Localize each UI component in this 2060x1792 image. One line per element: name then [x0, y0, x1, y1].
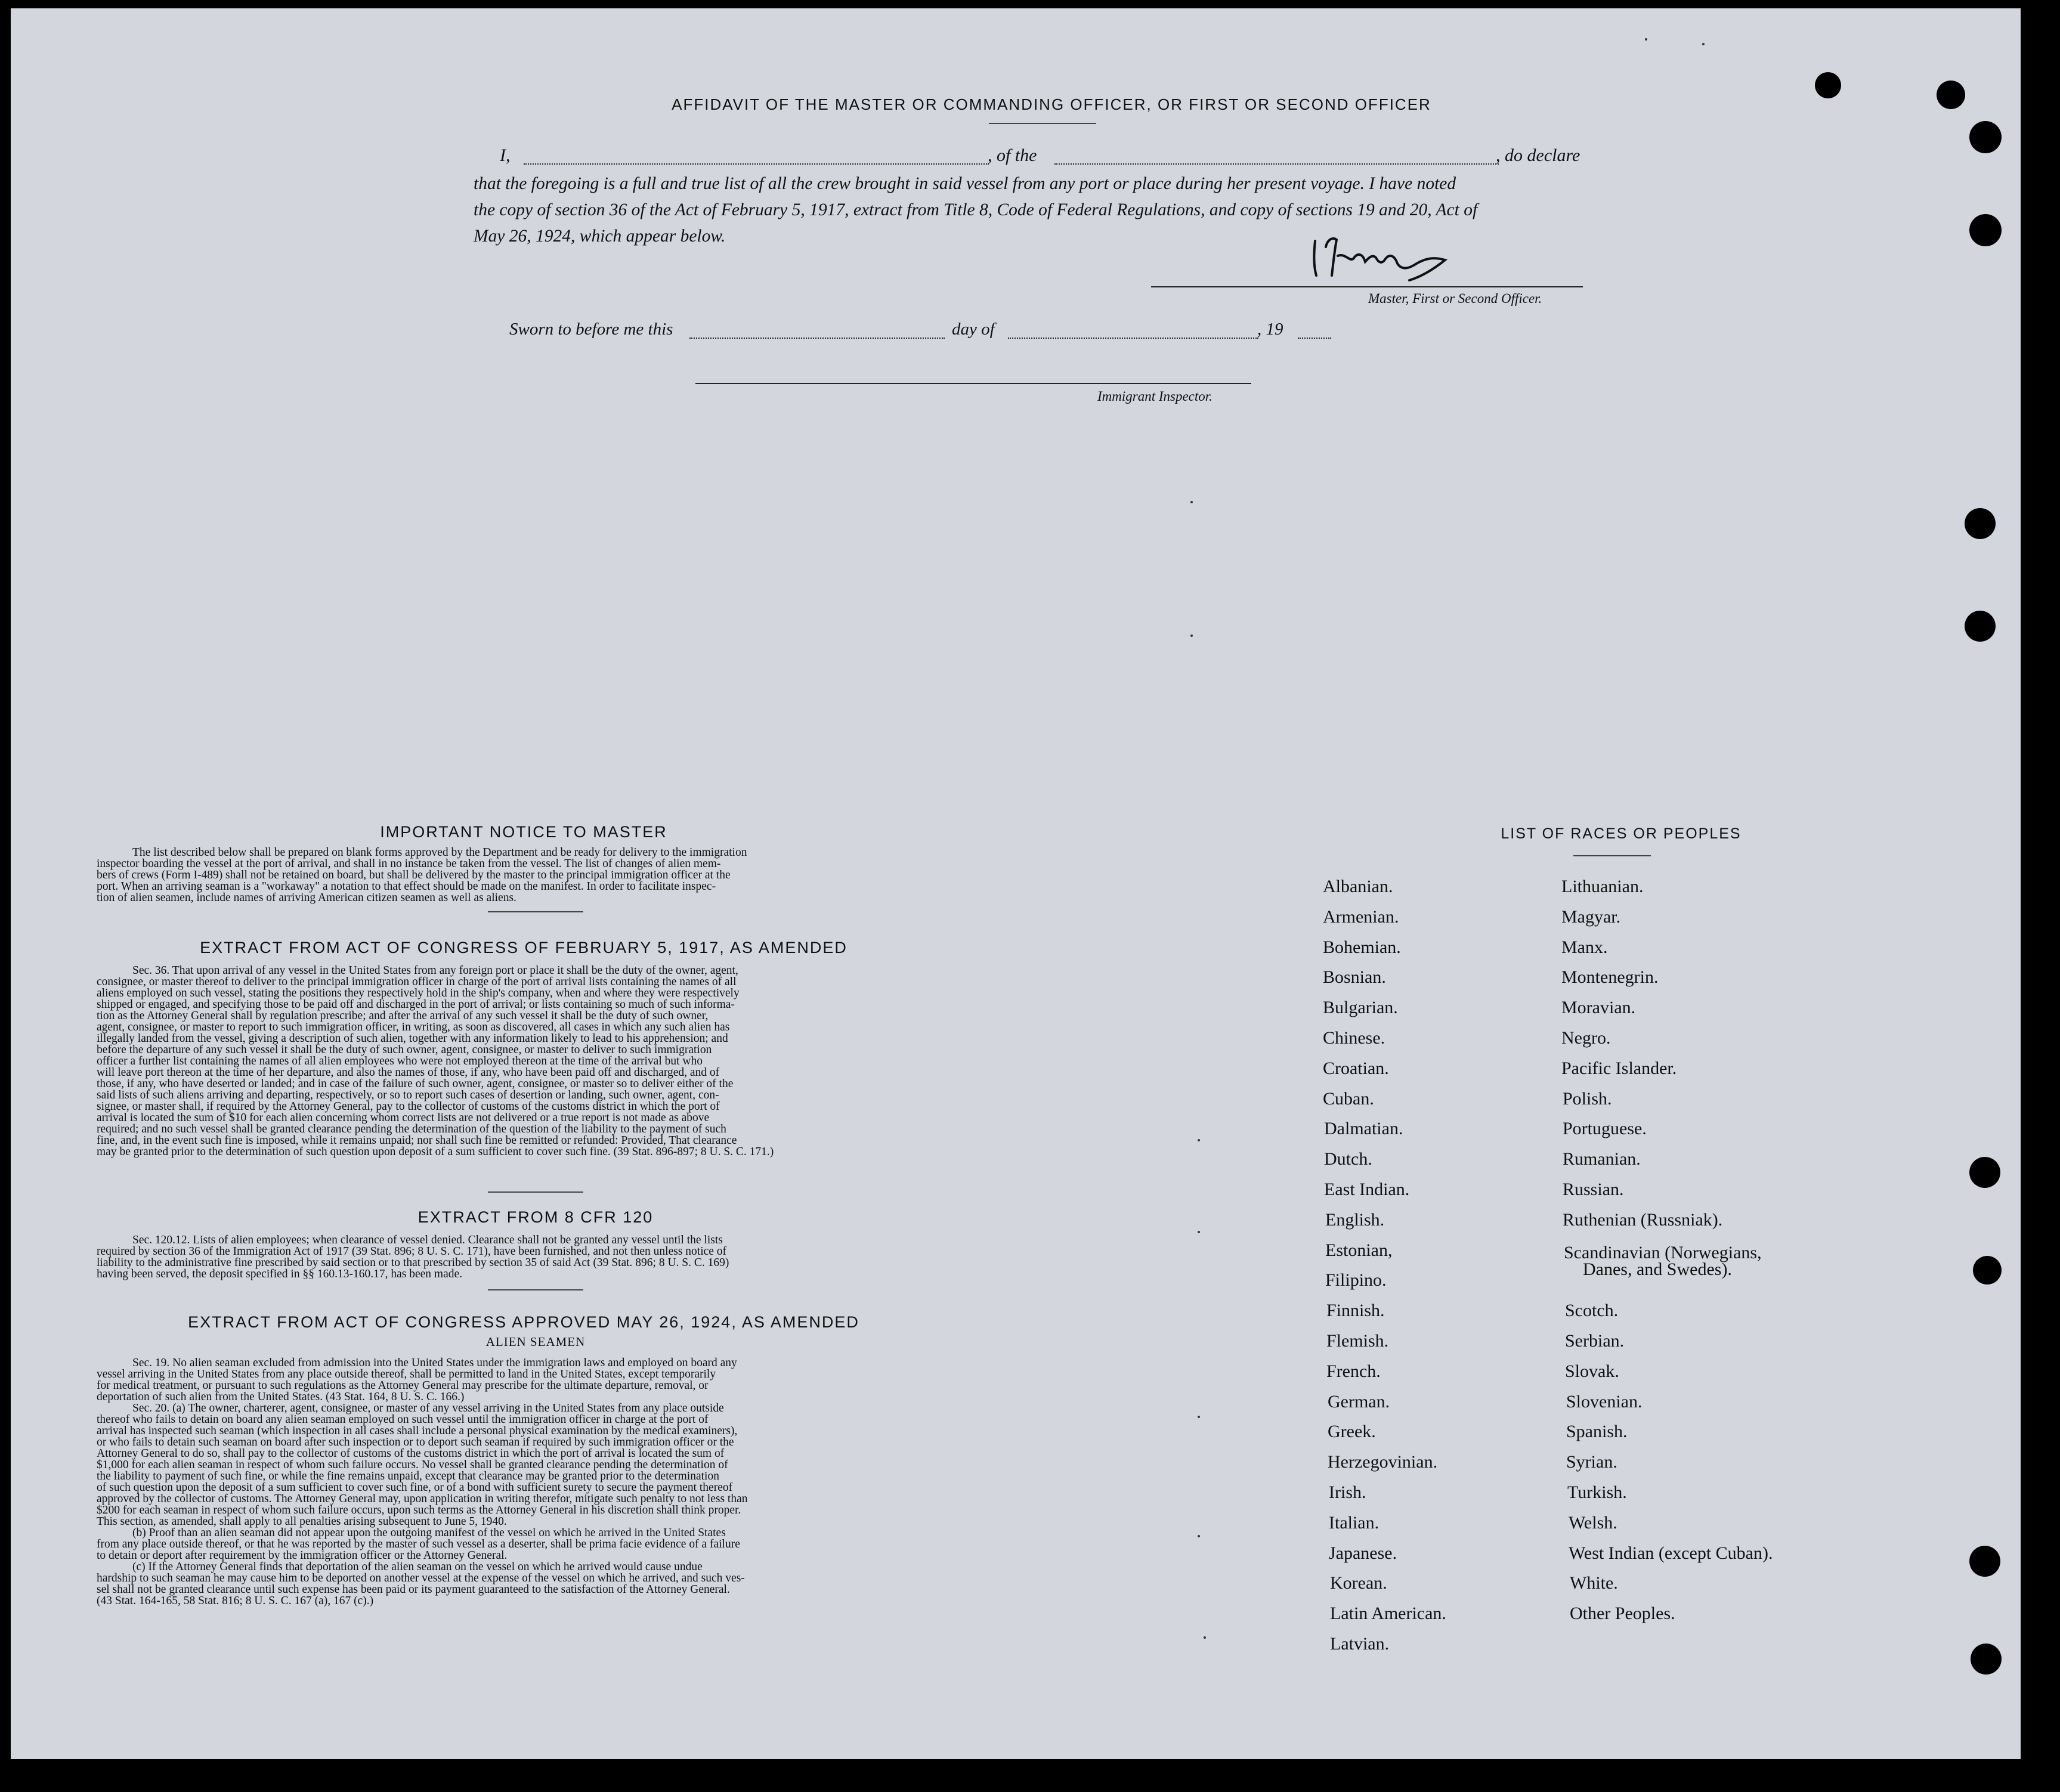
extract-1917-line: consignee, or master thereof to deliver to the principal immigration officer in charge of the port of arrival lists containing the names of all	[97, 976, 737, 988]
race-item: Slovak.	[1565, 1361, 1619, 1381]
race-item: Ruthenian (Russniak).	[1563, 1210, 1723, 1230]
race-item: Scandinavian (Norwegians,	[1564, 1243, 1762, 1262]
scan-speck	[1198, 1416, 1200, 1418]
notice-body	[97, 847, 977, 903]
extract-1924-line: thereof who fails to detain on board any alien seaman employed on such vessel until the immigration officer in charge at the port of	[97, 1413, 709, 1426]
scan-speck	[1198, 1231, 1200, 1233]
notice-line: inspector boarding the vessel at the port of arrival, and shall in no instance be taken from the vessel. The list of changes of alien mem-	[97, 858, 721, 870]
extract-1924-line: or who fails to detain such seaman on board after such inspection or to deport such seaman if required by such immigration officer or the	[97, 1436, 734, 1449]
punch-hole	[1969, 1546, 2000, 1577]
notice-divider	[488, 911, 583, 912]
races-left-column	[1323, 877, 1549, 1664]
sworn-label: Sworn to before me this	[509, 320, 673, 339]
race-item: Serbian.	[1565, 1331, 1625, 1351]
extract-1924-line: hardship to such seaman he may cause him to be deported on another vessel at the expense of the vessel on which he arrived, and such ves-	[97, 1572, 745, 1584]
race-item: Negro.	[1561, 1028, 1611, 1048]
race-item: Flemish.	[1326, 1331, 1389, 1351]
extract-1924-line: $200 for each seaman in respect of whom such failure occurs, upon such terms as the Attorney General in his discretion shall think proper.	[97, 1504, 741, 1516]
vessel-prefix: , of the	[988, 146, 1037, 165]
race-item: Croatian.	[1323, 1059, 1389, 1078]
extract-1924-line: deportation of such alien from the United States. (43 Stat. 164, 8 U. S. C. 166.)	[97, 1391, 465, 1403]
scan-speck	[1198, 1139, 1200, 1141]
master-caption: Master, First or Second Officer.	[1368, 291, 1542, 306]
declarant-prefix: I,	[500, 146, 511, 165]
extract-1924-line: vessel arriving in the United States from any place outside thereof, shall be permitted to land in the United States, except temporarily	[97, 1368, 716, 1381]
scan-speck	[1204, 1636, 1206, 1639]
race-item: Scotch.	[1565, 1301, 1619, 1320]
extract-1917-line: illegally landed from the vessel, giving a description of such alien, together with any information likely to lead to his apprehension; and	[97, 1032, 728, 1045]
punch-hole	[1973, 1256, 2002, 1285]
extract-cfr-line: liability to the administrative fine prescribed by said section or to that prescribed by section 35 of said Act (39 Stat. 896; 8 U. S. C. 169)	[97, 1256, 729, 1269]
punch-hole	[1971, 1644, 2002, 1675]
sworn-month-field[interactable]	[1008, 338, 1258, 339]
race-item: German.	[1328, 1392, 1390, 1412]
race-item: Finnish.	[1326, 1301, 1385, 1320]
notice-line: The list described below shall be prepared on blank forms approved by the Department and be ready for delivery to the immigration	[132, 846, 747, 859]
race-item: Bohemian.	[1323, 937, 1401, 957]
race-item: Chinese.	[1323, 1028, 1385, 1048]
extract-1917-line: agent, consignee, or master to report to such immigration officer, in writing, as soon as discovered, all cases in which any such alien has	[97, 1021, 730, 1033]
extract-1917-line: Sec. 36. That upon arrival of any vessel in the United States from any foreign port or place it shall be the duty of the owner, agent,	[132, 964, 738, 977]
sworn-day-field[interactable]	[689, 338, 945, 339]
extract-cfr-line: having been served, the deposit specified in §§ 160.13-160.17, has been made.	[97, 1268, 463, 1280]
race-item: Montenegrin.	[1561, 967, 1659, 987]
extract-1917-divider	[488, 1191, 583, 1193]
scan-speck	[1190, 635, 1193, 637]
race-item: Greek.	[1328, 1422, 1376, 1441]
notice-title: IMPORTANT NOTICE TO MASTER	[380, 823, 667, 841]
extract-1917-line: those, if any, who have deserted or landed; and in case of the failure of such owner, agent, consignee, or master so to deliver either of the	[97, 1078, 734, 1090]
extract-1924-line: (b) Proof than an alien seaman did not appear upon the outgoing manifest of the vessel on which he arrived in the United States	[132, 1527, 726, 1539]
sworn-year-field[interactable]	[1298, 338, 1331, 339]
extract-1924-line: arrival has inspected such seaman (which inspection in all cases shall include a personal physical examination by the medical examiners),	[97, 1425, 738, 1437]
extract-1917-body	[97, 965, 977, 1157]
race-item: Latin American.	[1330, 1604, 1446, 1623]
punch-hole	[1815, 72, 1841, 98]
sworn-line	[509, 320, 1344, 343]
race-item: Irish.	[1329, 1482, 1366, 1502]
race-item: East Indian.	[1324, 1180, 1410, 1199]
extract-1924-line: This section, as amended, shall apply to all penalties arising subsequent to June 5, 1940.	[97, 1515, 507, 1528]
race-item: Albanian.	[1323, 877, 1393, 896]
extract-1917-line: arrival is located the sum of $10 for each alien concerning whom correct lists are not delivered or a true report is not made as above	[97, 1112, 710, 1124]
extract-1917-line: officer a further list containing the names of all alien employees who were not employed thereon at the time of the arrival but who	[97, 1055, 703, 1067]
extract-cfr-body	[97, 1234, 977, 1280]
extract-1917-line: before the departure of any such vessel it shall be the duty of such owner, agent, consignee, or master to deliver to such immigration	[97, 1044, 712, 1056]
extract-1917-line: tion as the Attorney General shall by regulation prescribe; and after the arrival of any such vessel it shall be the duty of such owner,	[97, 1010, 709, 1022]
race-item: Armenian.	[1323, 907, 1399, 927]
affidavit-title-underline	[989, 123, 1096, 124]
extract-cfr-line: Sec. 120.12. Lists of alien employees; when clearance of vessel denied. Clearance shall not be granted any vessel until the lists	[132, 1234, 723, 1246]
punch-hole	[1937, 81, 1965, 109]
extract-1924-line: (c) If the Attorney General finds that deportation of the alien seaman on the vessel on which he arrived would cause undue	[132, 1561, 703, 1573]
extract-1917-title: EXTRACT FROM ACT OF CONGRESS OF FEBRUARY 5, 1917, AS AMENDED	[200, 939, 847, 957]
races-title: LIST OF RACES OR PEOPLES	[1501, 825, 1742, 842]
master-signature	[1308, 229, 1475, 289]
scan-speck	[1645, 38, 1647, 41]
race-item: White.	[1570, 1573, 1618, 1593]
extract-1924-line: from any place outside thereof, or that he was reported by the master of such vessel as a deserter, shall be prima facie evidence of a failure	[97, 1538, 740, 1550]
race-item: Latvian.	[1330, 1634, 1390, 1654]
extract-1924-line: for medical treatment, or pursuant to such regulations as the Attorney General may prescribe for the ultimate departure, removal, or	[97, 1379, 709, 1392]
extract-1917-line: required; and no such vessel shall be granted clearance pending the determination of the question of the liability to the payment of such	[97, 1123, 726, 1135]
affidavit-body-line-1: that the foregoing is a full and true list of all the crew brought in said vessel from any port or place during her present voyage. I have noted	[474, 174, 1456, 193]
extract-1924-line: of such question upon the deposit of a sum sufficient to cover such fine, or of a bond with sufficient surety to secure the payment thereof	[97, 1481, 733, 1494]
extract-1924-line: (43 Stat. 164-165, 58 Stat. 816; 8 U. S. C. 167 (a), 167 (c).)	[97, 1595, 374, 1607]
scan-speck	[1198, 1535, 1200, 1537]
declare-suffix: , do declare	[1496, 146, 1580, 165]
punch-hole	[1965, 611, 1996, 642]
race-item: Magyar.	[1561, 907, 1621, 927]
extract-1924-line: the liability to payment of such fine, or while the fine remains unpaid, except that clearance may be granted prior to the determination	[97, 1470, 719, 1482]
extract-cfr-line: required by section 36 of the Immigration Act of 1917 (39 Stat. 896; 8 U. S. C. 171), have been furnished, and not then unless notice of	[97, 1245, 727, 1258]
race-item: Spanish.	[1566, 1422, 1628, 1441]
race-item: Moravian.	[1561, 998, 1636, 1017]
extract-1924-line: Sec. 19. No alien seaman excluded from admission into the United States under the immigration laws and employed on board any	[132, 1357, 737, 1369]
punch-hole	[1965, 508, 1996, 539]
race-item: Filipino.	[1325, 1270, 1387, 1290]
extract-1917-line: aliens employed on such vessel, stating the positions they respectively hold in the ship's company, when and where they were respectively	[97, 987, 740, 999]
race-item: Russian.	[1563, 1180, 1624, 1199]
extract-1917-line: may be granted prior to the determination of such question upon deposit of a sum sufficient to cover such fine. (39 Stat. 896-897; 8 U. S. C. 171.)	[97, 1146, 774, 1158]
race-item: Korean.	[1330, 1573, 1387, 1593]
race-item: Herzegovinian.	[1328, 1452, 1438, 1472]
race-item: Welsh.	[1569, 1513, 1617, 1533]
affidavit-line-1	[488, 146, 1609, 169]
document-sheet	[11, 8, 2021, 1759]
extract-1917-line: will leave port thereon at the time of her departure, and also the names of those, if any, who have been paid off and discharged, and of	[97, 1066, 720, 1079]
master-signature-line[interactable]	[1151, 286, 1583, 287]
race-item: Turkish.	[1567, 1482, 1627, 1502]
race-item: Dalmatian.	[1324, 1119, 1403, 1138]
extract-cfr-divider	[488, 1289, 583, 1290]
races-right-column	[1561, 877, 1872, 1640]
race-item: Slovenian.	[1566, 1392, 1643, 1412]
inspector-signature-line[interactable]	[695, 383, 1251, 384]
extract-1924-line: Sec. 20. (a) The owner, charterer, agent, consignee, or master of any vessel arriving in the United States from any place outside	[132, 1402, 724, 1415]
race-item: Estonian,	[1325, 1240, 1393, 1260]
race-item: Rumanian.	[1563, 1149, 1641, 1169]
race-item: West Indian (except Cuban).	[1569, 1543, 1773, 1563]
scan-speck	[1190, 501, 1193, 503]
extract-1924-body	[97, 1357, 977, 1607]
race-item: Portuguese.	[1563, 1119, 1647, 1138]
extract-1924-line: Attorney General to do so, shall pay to the collector of customs of the customs district in which the port of arrival is located the sum of	[97, 1447, 725, 1460]
vessel-name-field[interactable]	[1054, 163, 1499, 165]
race-item: Syrian.	[1566, 1452, 1617, 1472]
race-item: Pacific Islander.	[1561, 1059, 1677, 1078]
race-item: French.	[1326, 1361, 1381, 1381]
race-item: Danes, and Swedes).	[1583, 1259, 1732, 1279]
race-item: Polish.	[1563, 1089, 1612, 1109]
extract-cfr-title: EXTRACT FROM 8 CFR 120	[417, 1208, 654, 1226]
race-item: Italian.	[1329, 1513, 1379, 1533]
notice-line: bers of crews (Form I-489) shall not be retained on board, but shall be delivered by the master to the principal immigration officer at the	[97, 869, 731, 881]
inspector-caption: Immigrant Inspector.	[1097, 389, 1213, 404]
extract-1924-subtitle: ALIEN SEAMEN	[485, 1335, 586, 1349]
race-item: English.	[1325, 1210, 1385, 1230]
scan-speck	[1702, 43, 1705, 45]
race-item: Other Peoples.	[1570, 1604, 1675, 1623]
races-title-underline	[1573, 855, 1651, 856]
extract-1917-line: signee, or master shall, if required by the Attorney General, pay to the collector of customs of the customs district in which the port of	[97, 1100, 720, 1113]
race-item: Manx.	[1561, 937, 1608, 957]
extract-1924-line: approved by the collector of customs. The Attorney General may, upon application in writing therefor, mitigate such penalty to not less than	[97, 1493, 748, 1505]
affidavit-title: AFFIDAVIT OF THE MASTER OR COMMANDING OFFICER, OR FIRST OR SECOND OFFICER	[672, 95, 1431, 113]
extract-1924-line: $1,000 for each alien seaman in respect of whom such failure occurs. No vessel shall be granted clearance pending the determination of	[97, 1459, 728, 1471]
punch-hole	[1969, 121, 2002, 153]
race-item: Bosnian.	[1323, 967, 1386, 987]
race-item: Dutch.	[1324, 1149, 1372, 1169]
race-item: Bulgarian.	[1323, 998, 1398, 1017]
extract-1924-line: to detain or deport after requirement by the immigration officer or the Attorney General.	[97, 1549, 508, 1562]
extract-1924-title: EXTRACT FROM ACT OF CONGRESS APPROVED MAY 26, 1924, AS AMENDED	[188, 1313, 859, 1331]
notice-line: tion of alien seamen, include names of arriving American citizen seamen as well as aliens.	[97, 892, 516, 904]
race-item: Cuban.	[1323, 1089, 1374, 1109]
extract-1924-line: sel shall not be granted clearance until such expense has been paid or its payment guaranteed to the satisfaction of the Attorney General.	[97, 1583, 730, 1596]
declarant-name-field[interactable]	[524, 163, 989, 165]
punch-hole	[1969, 214, 2002, 246]
year-label: , 19	[1257, 320, 1283, 339]
extract-1917-line: fine, and, in the event such fine is imposed, while it remains unpaid; nor shall such fine be remitted or refunded: Provided, That clearance	[97, 1134, 737, 1147]
affidavit-body-line-3: May 26, 1924, which appear below.	[474, 227, 726, 246]
notice-line: port. When an arriving seaman is a "workaway" a notation to that effect should be made on the manifest. In order to facilitate inspec-	[97, 880, 716, 893]
day-of-label: day of	[952, 320, 995, 339]
extract-1917-line: said lists of such aliens arriving and departing, respectively, or so to report such cases of desertion or landing, such owner, agent, con-	[97, 1089, 719, 1101]
punch-hole	[1969, 1157, 2000, 1188]
race-item: Japanese.	[1329, 1543, 1397, 1563]
extract-1917-line: shipped or engaged, and specifying those to be paid off and discharged in the port of arrival; or lists containing so much of such informa-	[97, 998, 735, 1011]
affidavit-body-line-2: the copy of section 36 of the Act of February 5, 1917, extract from Title 8, Code of Federal Regulations, and copy of sections 19 and 20, Act of	[474, 200, 1478, 219]
race-item: Lithuanian.	[1561, 877, 1644, 896]
